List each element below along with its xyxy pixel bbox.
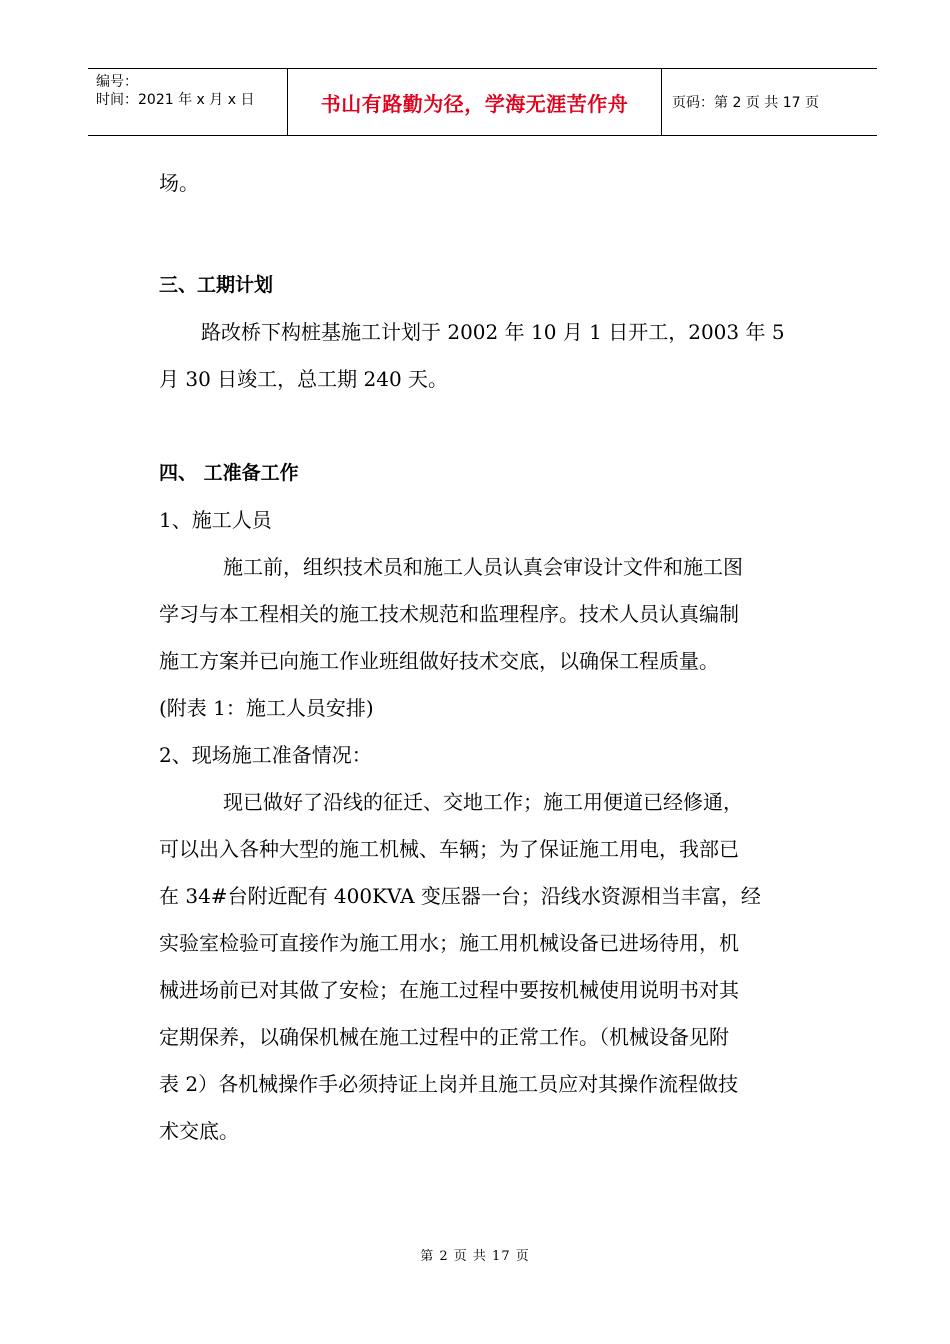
section-3-paragraph-line: 路改桥下构桩基施工计划于 2002 年 10 月 1 日开工，2003 年 5 (201, 320, 785, 344)
subsection-2-paragraph-line: 在 34#台附近配有 400KVA 变压器一台；沿线水资源相当丰富，经 (159, 884, 761, 908)
section-3-heading: 三、工期计划 (159, 274, 274, 296)
section-4-heading: 四、 工准备工作 (159, 462, 299, 484)
number-label: 编号： (96, 74, 138, 90)
subsection-2-paragraph-line: 械进场前已对其做了安检；在施工过程中要按机械使用说明书对其 (159, 978, 739, 1002)
subsection-2-paragraph-line: 现已做好了沿线的征迁、交地工作；施工用便道已经修通， (223, 790, 743, 814)
motto-text: 书山有路勤为径，学海无涯苦作舟 (320, 91, 629, 116)
subsection-2-paragraph-line: 术交底。 (159, 1119, 239, 1143)
subsection-2-paragraph-line: 表 2）各机械操作手必须持证上岗并且施工员应对其操作流程做技 (159, 1072, 739, 1096)
subsection-2-paragraph-line: 可以出入各种大型的施工机械、车辆；为了保证施工用电，我部已 (159, 837, 739, 861)
header-page-cell (662, 69, 877, 135)
page-header (88, 68, 877, 136)
spacer (159, 403, 809, 450)
subsection-2-paragraph-line: 实验室检验可直接作为施工用水；施工用机械设备已进场待用，机 (159, 931, 739, 955)
page-footer: 第 2 页 共 17 页 (420, 1249, 530, 1264)
page-number-label: 页码：第 2 页 共 17 页 (672, 95, 819, 111)
spacer (159, 207, 809, 262)
subsection-1-paragraph-line: 施工前，组织技术员和施工人员认真会审设计文件和施工图 (223, 555, 743, 579)
header-meta-cell (88, 69, 288, 135)
subsection-1-title: 1、施工人员 (159, 508, 272, 532)
subsection-2-paragraph-line: 定期保养，以确保机械在施工过程中的正常工作。（机械设备见附 (159, 1025, 729, 1049)
subsection-1-paragraph-line: 学习与本工程相关的施工技术规范和监理程序。技术人员认真编制 (159, 602, 739, 626)
section-3-paragraph-line: 月 30 日竣工，总工期 240 天。 (159, 367, 449, 391)
header-motto-cell (288, 69, 662, 135)
subsection-2-title: 2、现场施工准备情况： (159, 743, 372, 767)
document-body (159, 160, 809, 1155)
continuation-line: 场。 (159, 171, 199, 195)
time-label: 时间：2021 年 x 月 x 日 (96, 92, 255, 108)
subsection-1-paragraph-line: (附表 1：施工人员安排) (159, 696, 374, 720)
subsection-1-paragraph-line: 施工方案并已向施工作业班组做好技术交底，以确保工程质量。 (159, 649, 719, 673)
